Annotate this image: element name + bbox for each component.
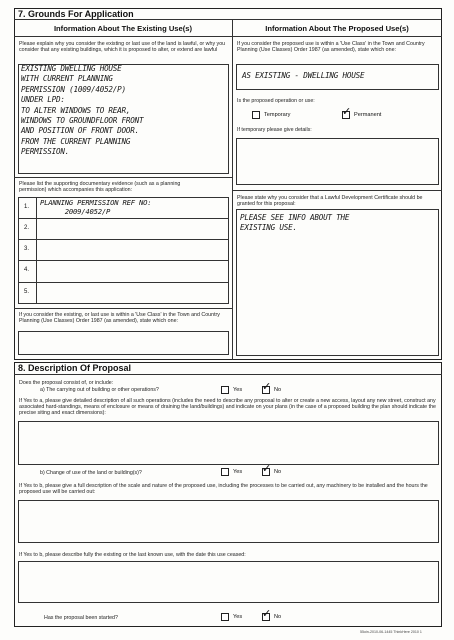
proposed-use-heading: Information About The Proposed Use(s) bbox=[265, 24, 409, 33]
evidence-row-5-number: 5. bbox=[24, 289, 30, 295]
proposal-intro: Does the proposal consist of, or include: bbox=[19, 380, 114, 386]
lawful-certificate-question: Please state why you consider that a Lawful Development Certificate should be granted for this proposal: bbox=[237, 195, 423, 208]
started-no-label: No bbox=[274, 614, 282, 620]
question-a-details: If Yes to a, please give detailed description of all such operations (includes the need to describe any proposal to alter or create a new access, layout any new street, construct any associated hard-standings, means of enclosure or means of draining the land/buildings) and indicate on your plans (in the case of a proposed building the plan should indicate the precise siting and exact dimensions): bbox=[19, 398, 436, 417]
question-b-no-tick: ✓ bbox=[262, 462, 272, 475]
evidence-row-3-value[interactable] bbox=[40, 241, 226, 259]
question-a-label: a) The carrying out of building or other operations? bbox=[40, 387, 159, 393]
question-a-yes-checkbox[interactable] bbox=[221, 386, 229, 394]
question-b-details: If Yes to b, please give a full description of the scale and nature of the proposed use, including the processes to be carried out, any machinery to be installed and the hours the proposed use will be carried out: bbox=[19, 483, 428, 496]
proposed-use-class-question: If you consider the proposed use is within a 'Use Class' in the Town and Country Planning (Use Classes) Order 1987 (as amended), state which one: bbox=[237, 41, 425, 54]
temporary-label: Temporary bbox=[264, 112, 291, 118]
section-7-title: 7. Grounds For Application bbox=[18, 8, 134, 19]
footer-reference: 55oin-2010-06-1445 ThinkHere 2010 1 bbox=[360, 630, 422, 634]
evidence-row-1-value[interactable]: PLANNING PERMISSION REF NO: 2009/4052/P bbox=[40, 198, 152, 216]
operation-question: Is the proposed operation or use: bbox=[237, 98, 315, 104]
evidence-row-1-number: 1. bbox=[24, 204, 30, 210]
question-b-label: b) Change of use of the land or building(s)? bbox=[40, 470, 142, 476]
started-question: Has the proposal been started? bbox=[44, 615, 118, 621]
started-no-tick: ✓ bbox=[262, 607, 272, 620]
existing-use-answer: EXISTING DWELLING HOUSE WITH CURRENT PLANNING PERMISSION (1009/4052/P) UNDER LPD: TO ALTER WINDOWS TO REAR, WINDOWS TO GROUNDFLOOR FRONT AND POSITION OF FRONT DOOR. FROM THE CURRENT PLANNING PERMISSION. bbox=[21, 64, 144, 157]
question-b-last-use-box[interactable] bbox=[18, 561, 439, 603]
existing-use-class-box[interactable] bbox=[18, 331, 229, 355]
question-b-details-box[interactable] bbox=[18, 500, 439, 543]
question-b-last-use: If Yes to b, please describe fully the existing or the last known use, with the date this use ceased: bbox=[19, 552, 246, 558]
evidence-row-2-number: 2. bbox=[24, 225, 30, 231]
existing-use-instruction: Please explain why you consider the existing or last use of the land is lawful, or why you consider that any existing buildings, which it is proposed to alter, or extend are lawful bbox=[19, 41, 226, 54]
evidence-row-4-value[interactable] bbox=[40, 262, 226, 280]
question-a-details-box[interactable] bbox=[18, 421, 439, 465]
question-a-no-label: No bbox=[274, 387, 282, 393]
started-yes-label: Yes bbox=[233, 614, 243, 620]
question-a-no-tick: ✓ bbox=[262, 380, 272, 393]
permanent-tick: ✓ bbox=[342, 105, 352, 118]
temporary-details-question: If temporary please give details: bbox=[237, 127, 312, 133]
permanent-label: Permanent bbox=[354, 112, 382, 118]
evidence-row-2-value[interactable] bbox=[40, 220, 226, 238]
proposed-use-class-answer: AS EXISTING - DWELLING HOUSE bbox=[242, 71, 365, 80]
temporary-details-box[interactable] bbox=[236, 138, 439, 185]
question-b-no-label: No bbox=[274, 469, 282, 475]
started-yes-checkbox[interactable] bbox=[221, 613, 229, 621]
evidence-row-5-value[interactable] bbox=[40, 284, 226, 302]
existing-use-heading: Information About The Existing Use(s) bbox=[53, 24, 193, 33]
evidence-instruction: Please list the supporting documentary evidence (such as a planning permission) which accompanies this application: bbox=[19, 181, 181, 194]
question-a-yes-label: Yes bbox=[233, 387, 243, 393]
evidence-row-3-number: 3. bbox=[24, 246, 30, 252]
lawful-certificate-answer: PLEASE SEE INFO ABOUT THE EXISTING USE. bbox=[240, 213, 350, 233]
question-b-yes-label: Yes bbox=[233, 469, 243, 475]
evidence-row-4-number: 4. bbox=[24, 267, 30, 273]
temporary-checkbox[interactable] bbox=[252, 111, 260, 119]
existing-use-class-question: If you consider the existing, or last use is within a 'Use Class' in the Town and Country Planning (Use Classes) Order 1987 (as amended), state which one: bbox=[19, 312, 220, 325]
section-8-title: 8. Description Of Proposal bbox=[18, 363, 132, 373]
question-b-yes-checkbox[interactable] bbox=[221, 468, 229, 476]
